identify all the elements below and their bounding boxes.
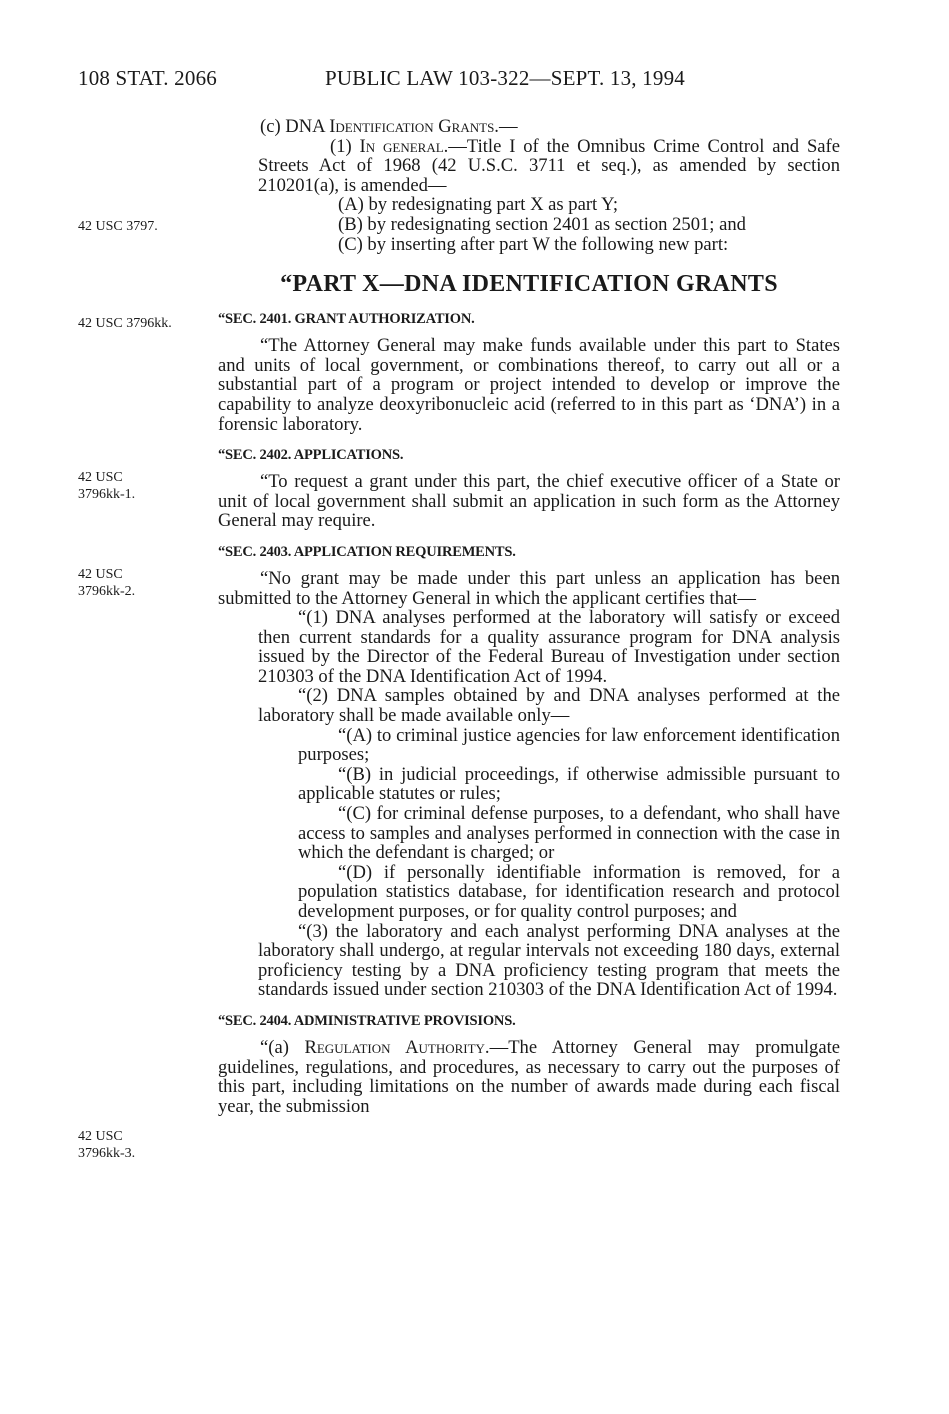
- subsection-text: —The Attorney General may promulgate guidelines, regulations, and procedures, as necessary to carry out the purposes of this part, including limitations on the number of awards made during each fiscal year, the submission: [218, 1036, 840, 1117]
- margin-note-line: 42 USC: [78, 1129, 123, 1144]
- paragraph-1: [218, 137, 840, 196]
- header-left: 108 STAT. 2066: [78, 66, 217, 90]
- clause-c: (C) by inserting after part W the following new part:: [338, 233, 729, 255]
- requirement-2b: “(B) in judicial proceedings, if otherwise admissible pursuant to applicable statutes or rules;: [298, 763, 840, 805]
- margin-note: 42 USC 3796kk.: [78, 316, 172, 331]
- margin-note-line: 42 USC: [78, 470, 123, 485]
- section-text: “To request a grant under this part, the chief executive officer of a State or unit of local government shall submit an application in such form as the Attorney General may require.: [218, 471, 840, 532]
- margin-note-line: 3796kk-1.: [78, 487, 136, 502]
- margin-note: [78, 469, 135, 503]
- subsection-title: Regulation Authority.: [304, 1036, 490, 1058]
- clause-a: (A) by redesignating part X as part Y;: [338, 194, 619, 216]
- requirement-2d: “(D) if personally identifiable information is removed, for a population statistics database, for identification research and protocol development purposes, or for quality control purposes; and: [298, 861, 840, 922]
- document-body: [218, 117, 840, 1116]
- requirement-3: “(3) the laboratory and each analyst performing DNA analyses at the laboratory shall undergo, at regular intervals not exceeding 180 days, external proficiency testing by a DNA proficiency testing program that meets the standards issued under section 210303 of the DNA Identification Act of 1994.: [258, 920, 840, 1001]
- header-right: PUBLIC LAW 103-322—SEPT. 13, 1994: [325, 66, 685, 90]
- section-text: [218, 1038, 840, 1116]
- margin-note-line: 3796kk-3.: [78, 1146, 136, 1161]
- margin-note-line: 3796kk-2.: [78, 584, 136, 599]
- subsection-title: DNA Identification Grants.—: [285, 116, 518, 137]
- clause-b: (B) by redesignating section 2401 as section 2501; and: [338, 213, 746, 235]
- subsection-c-heading: [218, 117, 840, 137]
- part-heading: “PART X—DNA IDENTIFICATION GRANTS: [280, 271, 778, 298]
- section-text: “The Attorney General may make funds available under this part to States and units of local government, or combinations thereof, to carry out all or a substantial part of a program or project intended to develop or improve the capability to analyze deoxyribonucleic acid (referred to in this part as ‘DNA’) in a forensic laboratory.: [218, 335, 840, 435]
- section-heading: “SEC. 2401. GRANT AUTHORIZATION.: [218, 311, 475, 328]
- requirement-2: “(2) DNA samples obtained by and DNA analyses performed at the laboratory shall be made available only—: [258, 685, 840, 727]
- margin-note-line: 42 USC: [78, 567, 123, 582]
- requirement-2c: “(C) for criminal defense purposes, to a defendant, who shall have access to samples and analyses performed in connection with the case in which the defendant is charged; or: [298, 803, 840, 864]
- paragraph-title: In general.: [359, 135, 449, 157]
- margin-note: [78, 1128, 135, 1162]
- section-heading: “SEC. 2404. ADMINISTRATIVE PROVISIONS.: [218, 1012, 516, 1029]
- requirement-1: “(1) DNA analyses performed at the laboratory will satisfy or exceed then current standards for a quality assurance program for DNA analysis issued by the Director of the Federal Bureau of Investigation under section 210303 of the DNA Identification Act of 1994.: [258, 607, 840, 687]
- margin-note: [78, 566, 135, 600]
- requirement-2a: “(A) to criminal justice agencies for law enforcement identification purposes;: [298, 724, 840, 766]
- section-text: “No grant may be made under this part unless an application has been submitted to the Attorney General in which the applicant certifies that—: [218, 567, 840, 609]
- margin-note: 42 USC 3797.: [78, 219, 158, 234]
- section-heading: “SEC. 2403. APPLICATION REQUIREMENTS.: [218, 543, 516, 560]
- section-heading: “SEC. 2402. APPLICATIONS.: [218, 447, 404, 464]
- subsection-label: (c): [260, 116, 286, 137]
- paragraph-text: —Title I of the Omnibus Crime Control and Safe Streets Act of 1968 (42 U.S.C. 3711 et seq.), as amended by section 210201(a), is amended—: [258, 135, 840, 196]
- paragraph-label: (1): [330, 135, 360, 157]
- subsection-label: “(a): [260, 1036, 305, 1058]
